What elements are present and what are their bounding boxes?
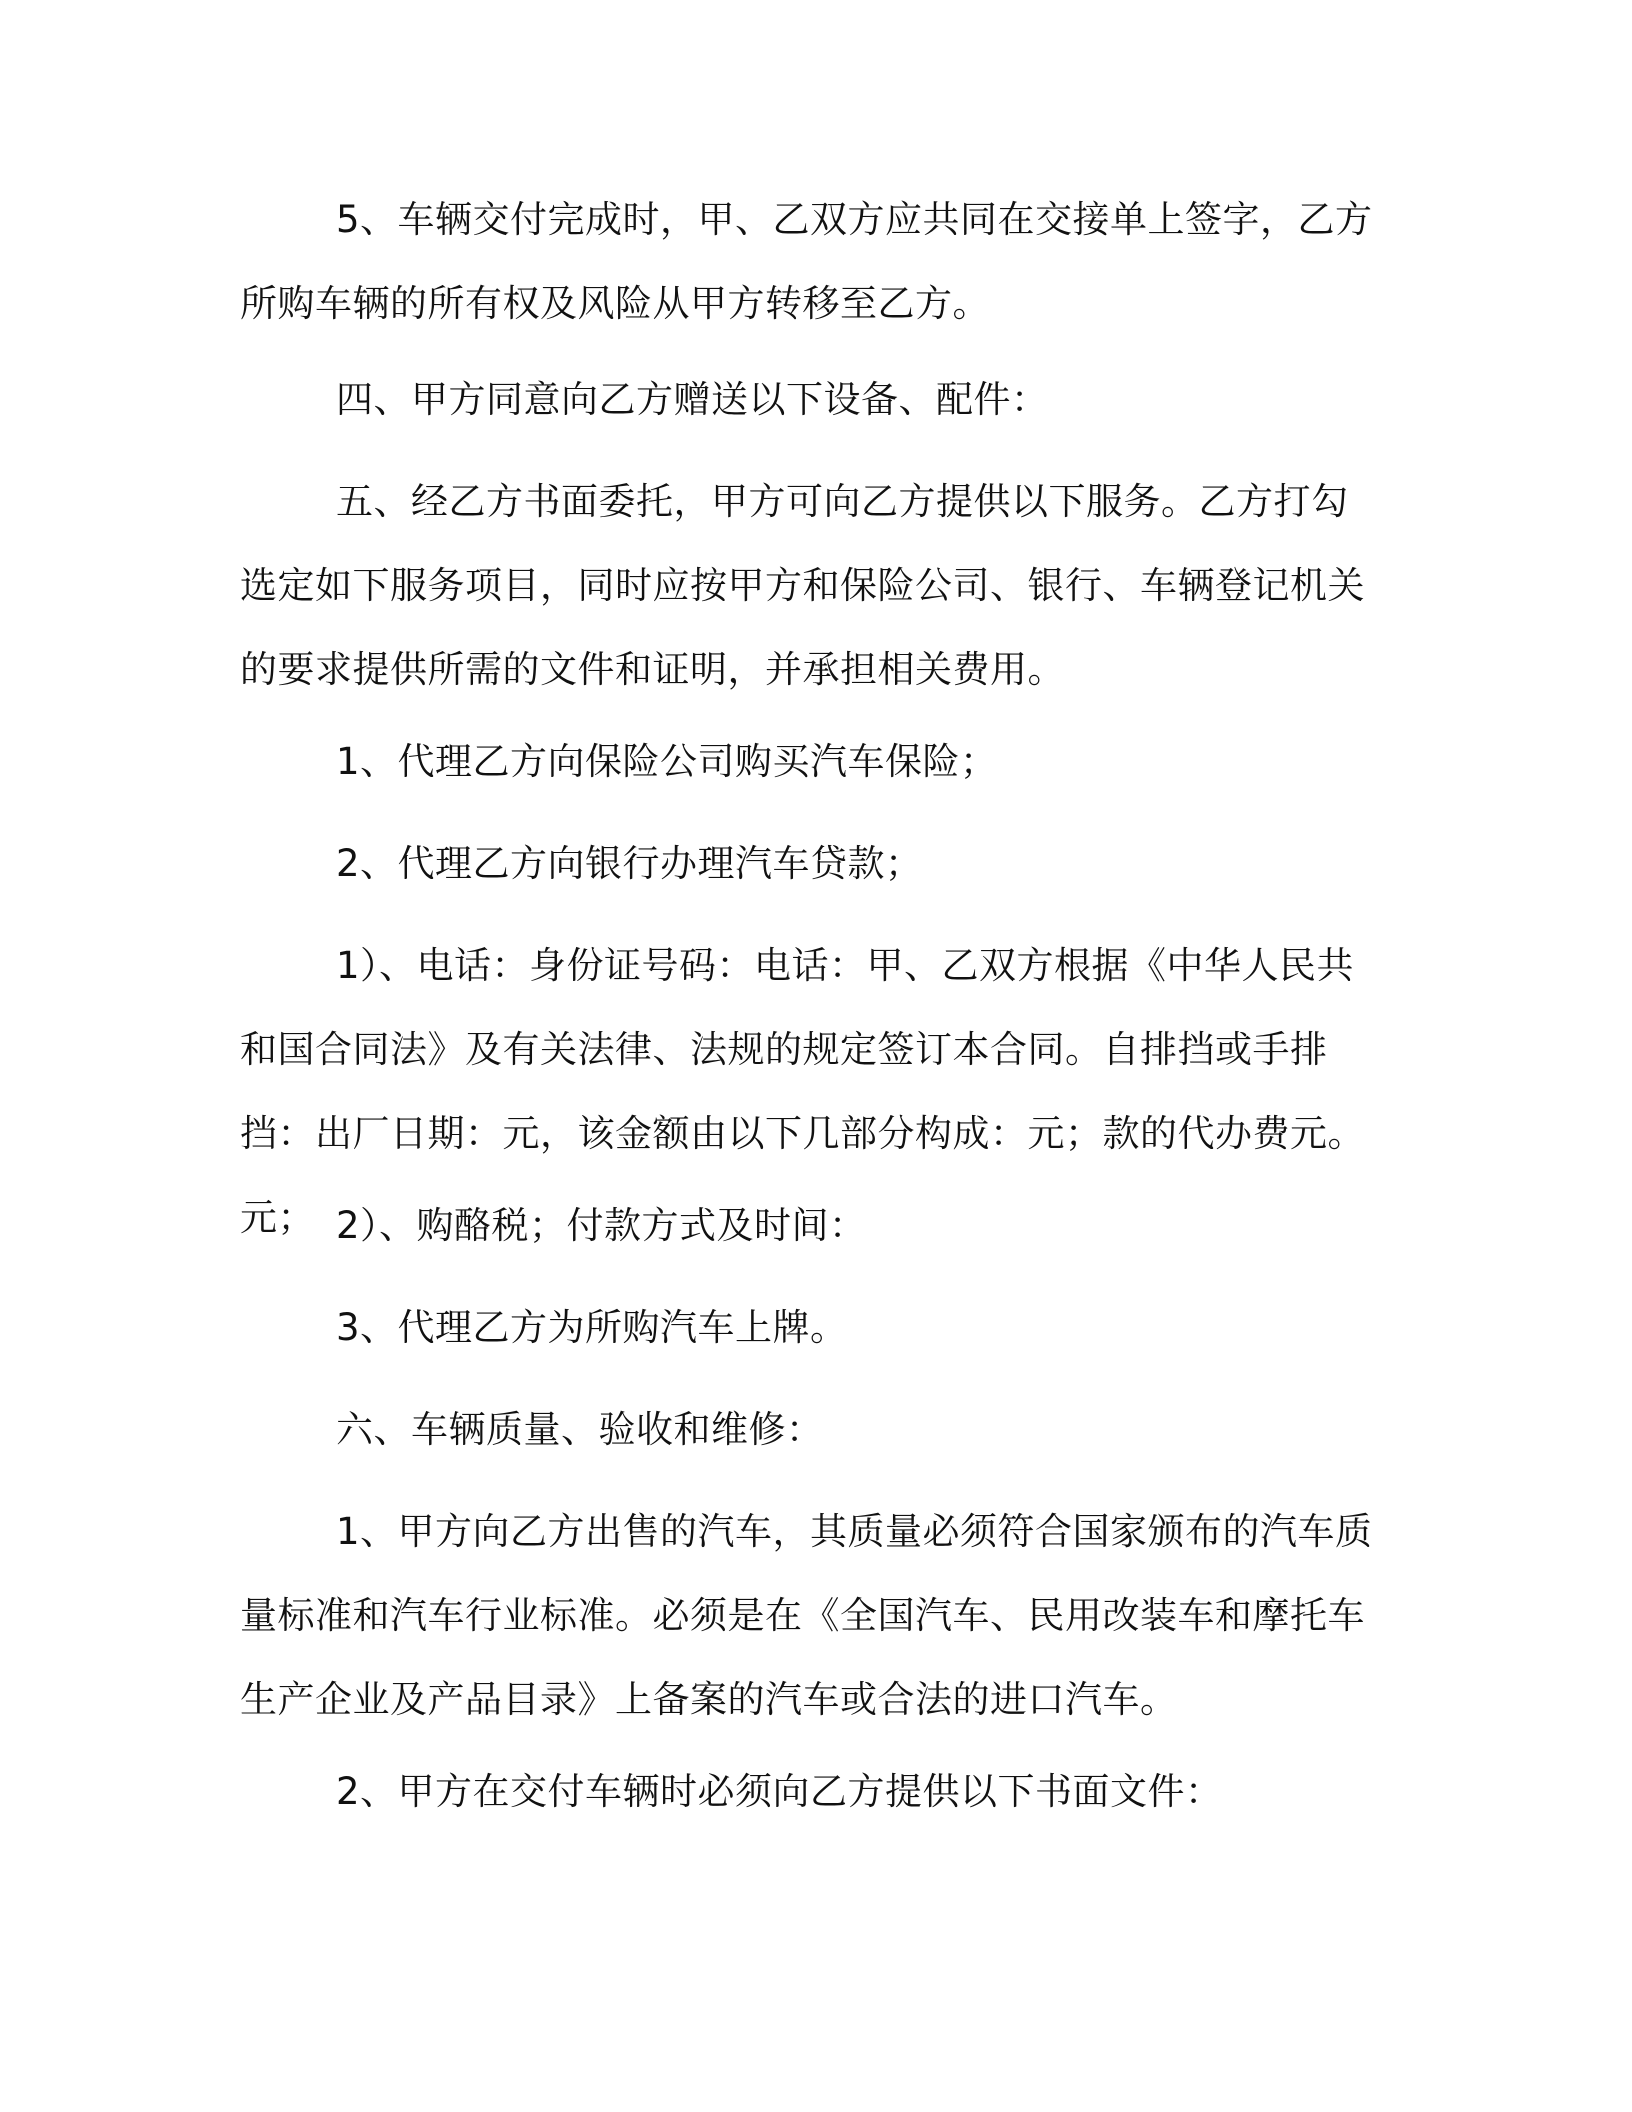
paragraph-section-four-gifts: 四、甲方同意向乙方赠送以下设备、配件： xyxy=(336,378,1049,421)
paragraph-section-six-quality: 六、车辆质量、验收和维修： xyxy=(336,1408,824,1451)
paragraph-item-insurance: 1、代理乙方向保险公司购买汽车保险； xyxy=(336,740,998,783)
paragraph-quality-standards: 1、甲方向乙方出售的汽车，其质量必须符合国家颁布的汽车质量标准和汽车行业标准。必须是在《全国汽车、民用改装车和摩托车生产企业及产品目录》上备案的汽车或合法的进口汽车。 xyxy=(240,1510,1373,1721)
paragraph-subitem-purchase-tax: 2）、购酪税；付款方式及时间： xyxy=(336,1204,867,1247)
paragraph-vehicle-delivery-signature: 5、车辆交付完成时，甲、乙双方应共同在交接单上签字，乙方所购车辆的所有权及风险从甲方转移至乙方。 xyxy=(240,198,1373,325)
paragraph-item-license-plate: 3、代理乙方为所购汽车上牌。 xyxy=(336,1306,848,1349)
paragraph-delivery-documents: 2、甲方在交付车辆时必须向乙方提供以下书面文件： xyxy=(336,1770,1223,1813)
paragraph-subitem-phone-contract: 1）、电话：身份证号码：电话：甲、乙双方根据《中华人民共和国合同法》及有关法律、法规的规定签订本合同。自排挡或手排挡：出厂日期：元，该金额由以下几部分构成：元；款的代办费元。元； xyxy=(240,944,1365,1239)
paragraph-item-loan: 2、代理乙方向银行办理汽车贷款； xyxy=(336,842,923,885)
paragraph-section-five-services: 五、经乙方书面委托，甲方可向乙方提供以下服务。乙方打勾选定如下服务项目，同时应按甲方和保险公司、银行、车辆登记机关的要求提供所需的文件和证明，并承担相关费用。 xyxy=(240,480,1365,691)
